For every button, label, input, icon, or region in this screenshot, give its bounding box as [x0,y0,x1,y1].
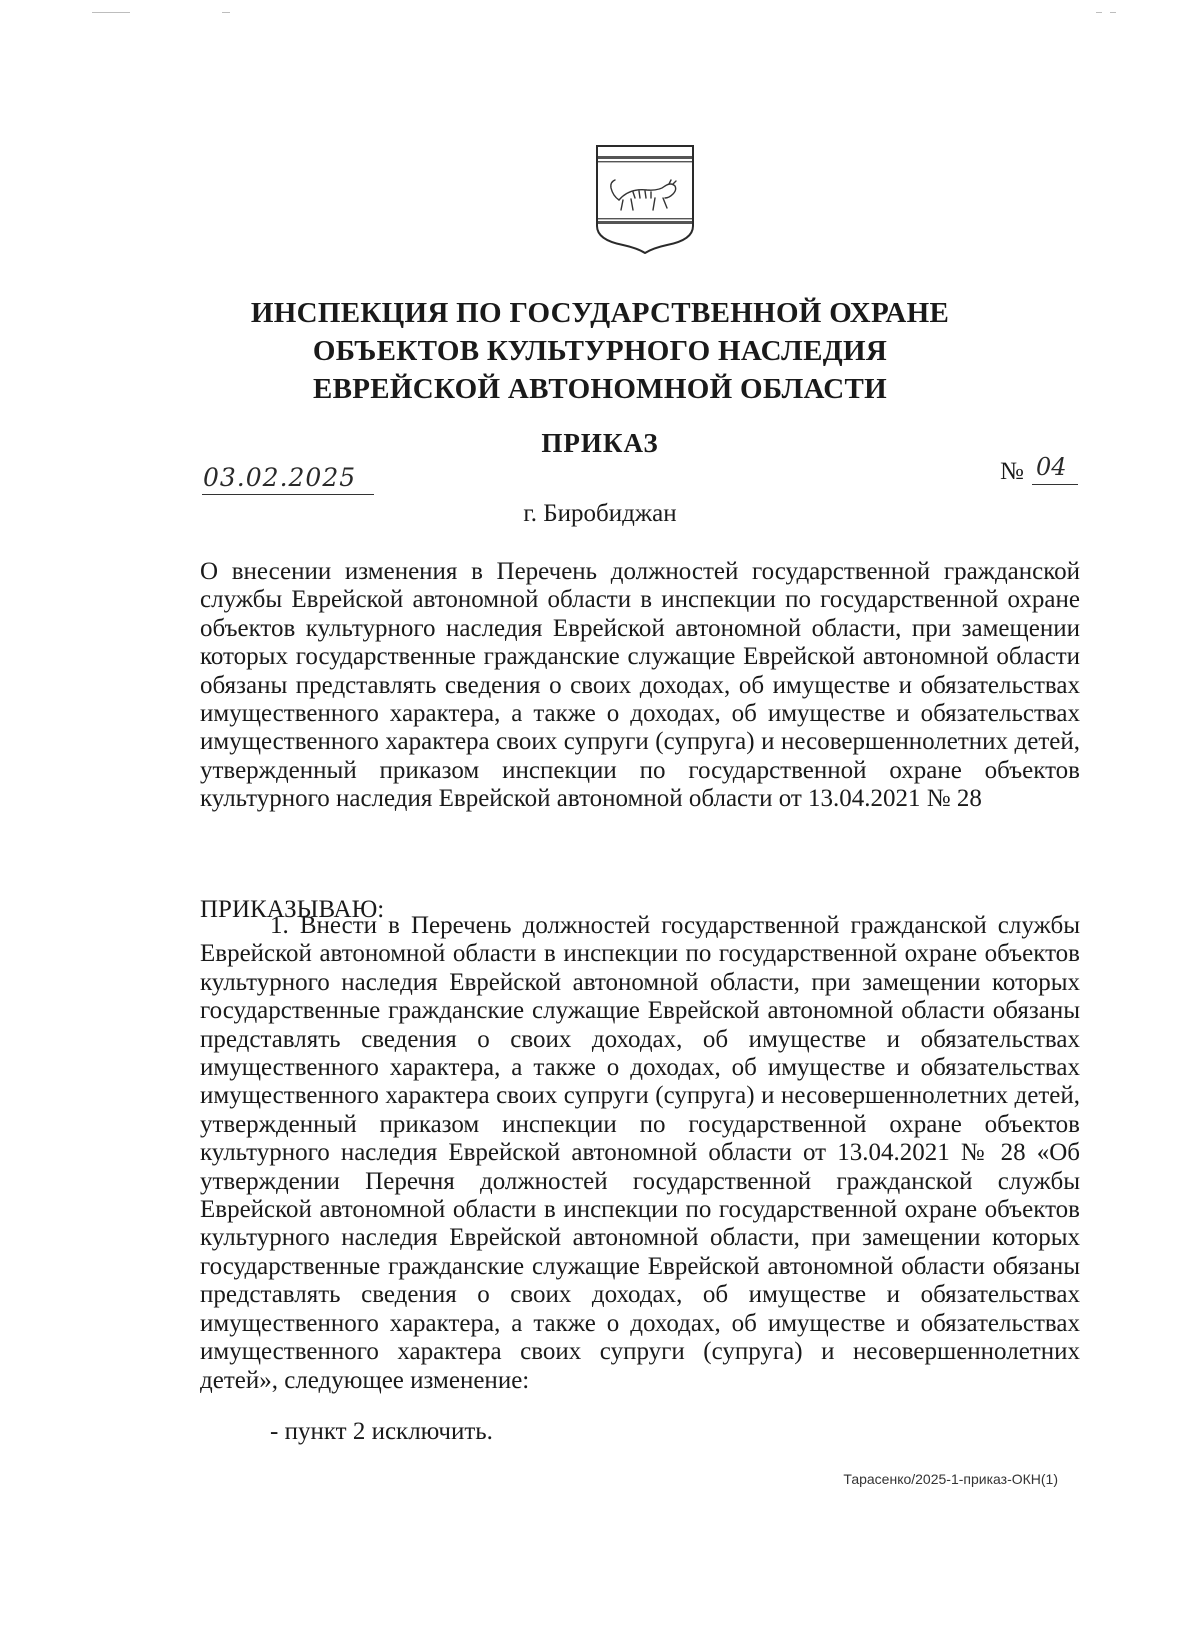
number-underline [1032,484,1078,485]
org-line: ЕВРЕЙСКОЙ АВТОНОМНОЙ ОБЛАСТИ [312,373,888,405]
order-subject: О внесении изменения в Перечень должностей государственной гражданской службы Еврейской автономной области в инспекции по государственной охране объектов культурного наследия Еврейской автономной области, при замещении которых государственные гражданские служащие Еврейской автономной области обязаны представлять сведения о своих доходах, об имуществе и обязательствах имущественного характера, а также о доходах, об имуществе и обязательствах имущественного характера своих супруги (супруга) и несовершеннолетних детей, утвержденный приказом инспекции по государственной охране объектов культурного наследия Еврейской автономной области от 13.04.2021 № 28 [200,558,1080,813]
document-type: ПРИКАЗ [541,428,659,458]
org-line: ОБЪЕКТОВ КУЛЬТУРНОГО НАСЛЕДИЯ [312,335,888,367]
org-line: ИНСПЕКЦИЯ ПО ГОСУДАРСТВЕННОЙ ОХРАНЕ [250,297,950,329]
order-item: - пункт 2 исключить. [270,1418,493,1445]
date-underline [202,494,374,495]
number-label: № [1000,458,1024,485]
scan-artifact [92,12,130,13]
document-date: 03.02.2025 [203,463,357,492]
order-directive: ПРИКАЗЫВАЮ: [200,896,385,923]
city: г. Биробиджан [523,500,677,527]
organization-name [200,294,1000,408]
scan-artifact [1110,12,1116,13]
document-number: 04 [1036,453,1067,481]
tiger-coat-of-arms-icon [593,142,697,254]
order-paragraph-1: 1. Внести в Перечень должностей государственной гражданской службы Еврейской автономной области в инспекции по государственной охране объектов культурного наследия Еврейской автономной области, при замещении которых государственные гражданские служащие Еврейской автономной области обязаны представлять сведения о своих доходах, об имуществе и обязательствах имущественного характера, а также о доходах, об имуществе и обязательствах имущественного характера своих супруги (супруга) и несовершеннолетних детей, утвержденный приказом инспекции по государственной охране объектов культурного наследия Еврейской автономной области от 13.04.2021 № 28 «Об утверждении Перечня должностей государственной гражданской службы Еврейской автономной области в инспекции по государственной охране объектов культурного наследия Еврейской автономной области, при замещении которых государственные гражданские служащие Еврейской автономной области обязаны представлять сведения о своих доходах, об имуществе и обязательствах имущественного характера, а также о доходах, об имуществе и обязательствах имущественного характера своих супруги (супруга) и несовершеннолетних детей», следующее изменение: [200,912,1080,1394]
file-reference: Тарасенко/2025-1-приказ-ОКН(1) [843,1471,1058,1487]
scan-artifact [222,12,230,13]
scan-artifact [1096,12,1102,13]
